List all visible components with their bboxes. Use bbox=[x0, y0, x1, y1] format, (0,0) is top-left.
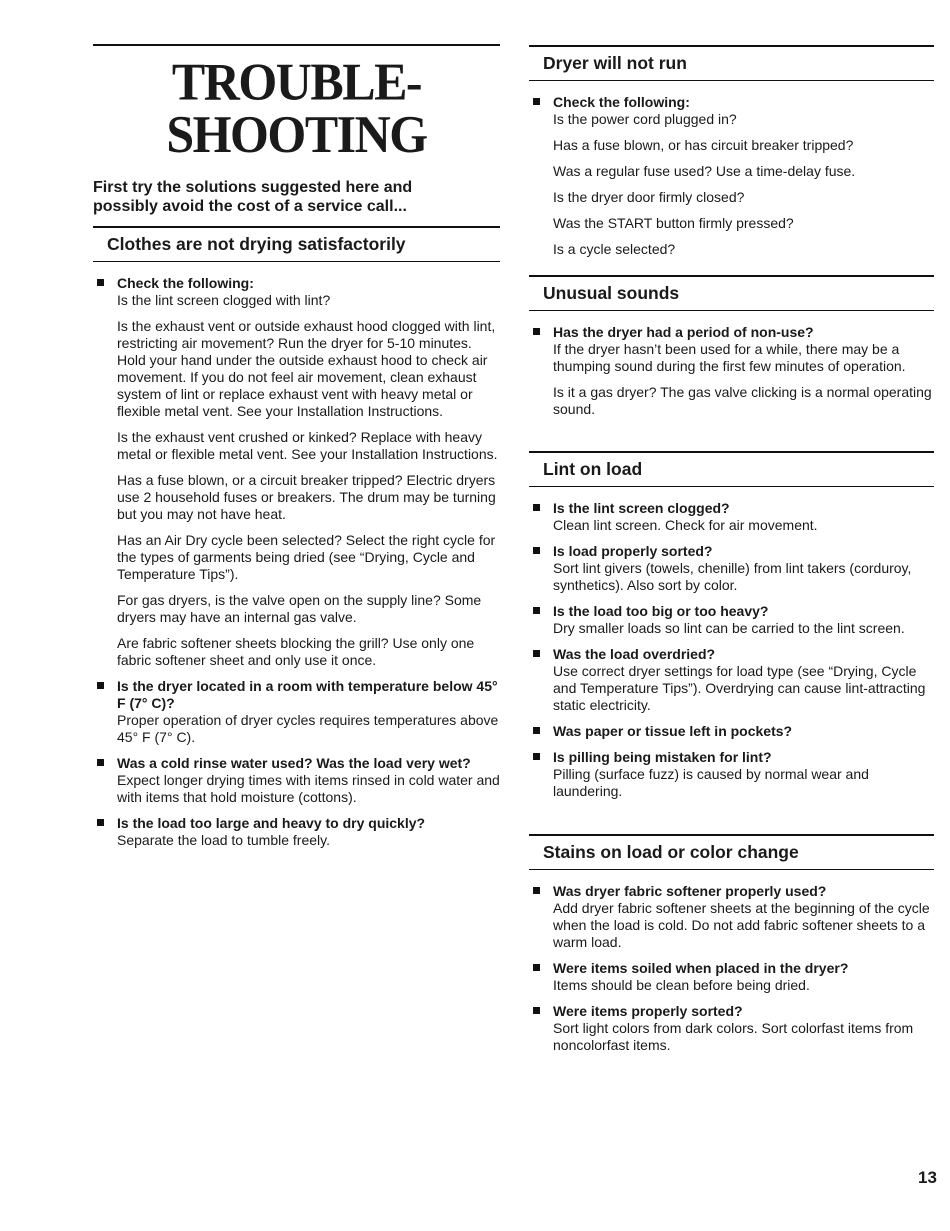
square-bullet-icon bbox=[533, 1007, 540, 1014]
item-answer: Has an Air Dry cycle been selected? Select the right cycle for the types of garments being dried (see “Drying, Cycle and Temperature Tips”). bbox=[117, 532, 496, 582]
item-question: Was the load overdried? bbox=[553, 646, 716, 662]
heading-text: Unusual sounds bbox=[543, 283, 680, 303]
item-question: Is the load too big or too heavy? bbox=[553, 603, 769, 619]
troubleshooting-item bbox=[529, 883, 934, 951]
heading-rule-bottom bbox=[529, 869, 934, 870]
item-answer: Clean lint screen. Check for air movement. bbox=[553, 517, 818, 533]
lint-items bbox=[529, 500, 934, 809]
sounds-items bbox=[529, 324, 934, 427]
clothes-items bbox=[93, 275, 500, 858]
heading-rule-bottom bbox=[529, 486, 934, 487]
item-answer: Is a cycle selected? bbox=[553, 241, 676, 257]
troubleshooting-item bbox=[93, 275, 500, 669]
square-bullet-icon bbox=[533, 547, 540, 554]
square-bullet-icon bbox=[533, 964, 540, 971]
intro-text: First try the solutions suggested here and possibly avoid the cost of a service call... bbox=[93, 179, 413, 215]
square-bullet-icon bbox=[533, 504, 540, 511]
square-bullet-icon bbox=[533, 650, 540, 657]
item-answer: Is the power cord plugged in? bbox=[553, 111, 737, 127]
item-answer: Has a fuse blown, or has circuit breaker tripped? bbox=[553, 137, 854, 153]
section-heading-clothes bbox=[93, 226, 500, 262]
title-block bbox=[93, 44, 500, 216]
heading-text: Clothes are not drying satisfactorily bbox=[107, 234, 406, 254]
troubleshooting-item bbox=[529, 543, 934, 594]
title-top-rule bbox=[93, 44, 500, 46]
item-question: Is load properly sorted? bbox=[553, 543, 713, 559]
item-answer: Expect longer drying times with items rinsed in cold water and with items that hold moisture (cottons). bbox=[117, 772, 500, 805]
item-answer: Use correct dryer settings for load type (see “Drying, Cycle and Temperature Tips”). Overdrying can cause lint-attracting static electricity. bbox=[553, 663, 926, 713]
item-answer: Is the dryer door firmly closed? bbox=[553, 189, 745, 205]
item-answer: Has a fuse blown, or a circuit breaker tripped? Electric dryers use 2 household fuses or breakers. The drum may be turning but you may not have heat. bbox=[117, 472, 496, 522]
square-bullet-icon bbox=[533, 887, 540, 894]
troubleshooting-item bbox=[93, 678, 500, 746]
item-answer: If the dryer hasn’t been used for a while, there may be a thumping sound during the first few minutes of operation. bbox=[553, 341, 906, 374]
heading-rule-bottom bbox=[529, 80, 934, 81]
item-answer: Add dryer fabric softener sheets at the beginning of the cycle when the load is cold. Do not add fabric softener sheets to a warm load. bbox=[553, 900, 930, 950]
item-answer: Proper operation of dryer cycles requires temperatures above 45° F (7° C). bbox=[117, 712, 499, 745]
heading-text: Stains on load or color change bbox=[543, 842, 799, 862]
item-answer: Sort light colors from dark colors. Sort colorfast items from noncolorfast items. bbox=[553, 1020, 914, 1053]
section-heading-stains bbox=[529, 834, 934, 870]
item-answer: Is the exhaust vent or outside exhaust hood clogged with lint, restricting air movement? Run the dryer for 5-10 minutes. Hold your hand under the outside exhaust hood to check air movement. If you do not feel air movement, clean exhaust system of lint or replace exhaust vent with heavy metal or flexible metal vent. See your Installation Instructions. bbox=[117, 318, 496, 419]
heading-rule-bottom bbox=[93, 261, 500, 262]
section-heading-lint bbox=[529, 451, 934, 487]
item-question: Was paper or tissue left in pockets? bbox=[553, 723, 793, 739]
item-answer: Items should be clean before being dried. bbox=[553, 977, 810, 993]
troubleshooting-item bbox=[529, 603, 934, 637]
item-question: Was dryer fabric softener properly used? bbox=[553, 883, 827, 899]
troubleshooting-item bbox=[529, 94, 934, 258]
square-bullet-icon bbox=[533, 607, 540, 614]
item-question: Has the dryer had a period of non-use? bbox=[553, 324, 814, 340]
troubleshooting-item bbox=[93, 755, 500, 806]
troubleshooting-item bbox=[529, 324, 934, 418]
troubleshooting-item bbox=[529, 1003, 934, 1054]
troubleshooting-item bbox=[529, 723, 934, 740]
item-answer: Sort lint givers (towels, chenille) from lint takers (corduroy, synthetics). Also sort by color. bbox=[553, 560, 912, 593]
item-answer: Is it a gas dryer? The gas valve clicking is a normal operating sound. bbox=[553, 384, 932, 417]
item-question: Is pilling being mistaken for lint? bbox=[553, 749, 772, 765]
item-question: Is the load too large and heavy to dry quickly? bbox=[117, 815, 426, 831]
square-bullet-icon bbox=[97, 819, 104, 826]
page-title bbox=[93, 52, 500, 164]
item-answer: Pilling (surface fuzz) is caused by normal wear and laundering. bbox=[553, 766, 869, 799]
troubleshooting-item bbox=[93, 815, 500, 849]
heading-rule-bottom bbox=[529, 310, 934, 311]
page-title-line-1: TROUBLE- bbox=[171, 52, 422, 112]
item-answer: Was a regular fuse used? Use a time-delay fuse. bbox=[553, 163, 856, 179]
section-heading-norun bbox=[529, 45, 934, 81]
item-answer: Separate the load to tumble freely. bbox=[117, 832, 330, 848]
section-heading-sounds bbox=[529, 275, 934, 311]
heading-text: Dryer will not run bbox=[543, 53, 687, 73]
item-question: Check the following: bbox=[553, 94, 690, 110]
page-number: 13 bbox=[918, 1168, 937, 1187]
square-bullet-icon bbox=[97, 682, 104, 689]
square-bullet-icon bbox=[97, 279, 104, 286]
item-answer: Was the START button firmly pressed? bbox=[553, 215, 794, 231]
item-question: Were items soiled when placed in the dryer? bbox=[553, 960, 849, 976]
troubleshooting-item bbox=[529, 749, 934, 800]
square-bullet-icon bbox=[533, 98, 540, 105]
troubleshooting-item bbox=[529, 500, 934, 534]
square-bullet-icon bbox=[533, 328, 540, 335]
item-answer: Dry smaller loads so lint can be carried to the lint screen. bbox=[553, 620, 905, 636]
square-bullet-icon bbox=[533, 753, 540, 760]
item-question: Is the dryer located in a room with temperature below 45° F (7° C)? bbox=[117, 678, 498, 711]
page-title-line-2: SHOOTING bbox=[166, 104, 427, 164]
norun-items bbox=[529, 94, 934, 267]
item-answer: Is the exhaust vent crushed or kinked? Replace with heavy metal or flexible metal vent. See your Installation Instructions. bbox=[117, 429, 498, 462]
item-question: Check the following: bbox=[117, 275, 254, 291]
item-answer: Are fabric softener sheets blocking the grill? Use only one fabric softener sheet and only use it once. bbox=[117, 635, 475, 668]
stains-items bbox=[529, 883, 934, 1063]
square-bullet-icon bbox=[533, 727, 540, 734]
item-question: Was a cold rinse water used? Was the load very wet? bbox=[117, 755, 471, 771]
square-bullet-icon bbox=[97, 759, 104, 766]
item-answer: Is the lint screen clogged with lint? bbox=[117, 292, 331, 308]
heading-text: Lint on load bbox=[543, 459, 643, 479]
item-question: Were items properly sorted? bbox=[553, 1003, 743, 1019]
troubleshooting-item bbox=[529, 646, 934, 714]
troubleshooting-item bbox=[529, 960, 934, 994]
item-question: Is the lint screen clogged? bbox=[553, 500, 730, 516]
item-answer: For gas dryers, is the valve open on the supply line? Some dryers may have an internal gas valve. bbox=[117, 592, 482, 625]
